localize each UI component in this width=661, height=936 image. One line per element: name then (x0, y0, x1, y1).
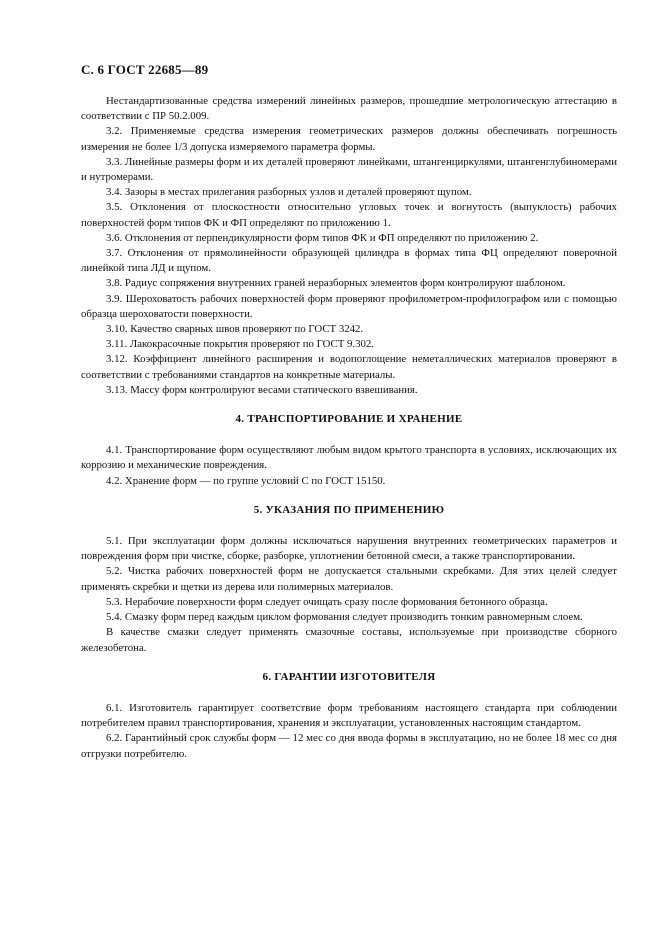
section-6 (81, 701, 617, 762)
section-3 (81, 94, 617, 398)
paragraph: 4.1. Транспортирование форм осуществляют любым видом крытого транспорта в условиях, исключающих их коррозию и механические повреждения. (81, 444, 617, 472)
section-5 (81, 534, 617, 656)
paragraph: 3.6. Отклонения от перпендикулярности форм типов ФК и ФП определяют по приложению 2. (106, 231, 539, 244)
paragraph: 3.3. Линейные размеры форм и их деталей проверяют линейками, штангенциркулями, штангенглубиномерами и нутромерами. (81, 155, 617, 184)
paragraph: 4.2. Хранение форм — по группе условий С по ГОСТ 15150. (106, 474, 386, 487)
paragraph: Нестандартизованные средства измерений линейных размеров, прошедшие метрологическую аттестацию в соответствии с ПР 50.2.009. (81, 95, 617, 123)
section-6-title: 6. ГАРАНТИИ ИЗГОТОВИТЕЛЯ (262, 670, 436, 683)
paragraph: 3.9. Шероховатость рабочих поверхностей форм проверяют профилометром-профилографом или с помощью образца шероховатости поверхности. (81, 292, 617, 320)
paragraph: 5.3. Нерабочие поверхности форм следует очищать сразу после формования бетонного образца. (106, 595, 548, 608)
paragraph: 3.10. Качество сварных швов проверяют по ГОСТ 3242. (106, 323, 364, 336)
paragraph: 3.13. Массу форм контролируют весами статического взвешивания. (106, 383, 418, 396)
page-header: С. 6 ГОСТ 22685—89 (81, 62, 209, 77)
paragraph: 3.5. Отклонения от плоскостности относительно угловых точек и вогнутость (выпуклость) рабочих поверхностей форм типов ФК и ФП определяют по приложению 1. (81, 201, 617, 229)
paragraph: 3.7. Отклонения от прямолинейности образующей цилиндра в формах типа ФЦ определяют поверочной линейкой типа ЛД и щупом. (81, 247, 617, 275)
section-4-title: 4. ТРАНСПОРТИРОВАНИЕ И ХРАНЕНИЕ (235, 413, 463, 426)
paragraph: 6.2. Гарантийный срок службы форм — 12 мес со дня ввода формы в эксплуатацию, но не более 18 мес со дня отгрузки потребителю. (81, 732, 617, 760)
section-4 (81, 443, 617, 489)
paragraph: 3.8. Радиус сопряжения внутренних граней неразборных элементов форм контролируют шаблоном. (106, 277, 566, 290)
section-5-title: 5. УКАЗАНИЯ ПО ПРИМЕНЕНИЮ (253, 503, 445, 516)
paragraph: 3.12. Коэффициент линейного расширения и водопоглощение неметаллических материалов проверяют в соответствии с требованиями стандартов на конкретные материалы. (81, 353, 617, 381)
paragraph: 3.2. Применяемые средства измерения геометрических размеров должны обеспечивать погрешность измерения не более 1/3 допуска измеряемого параметра формы. (81, 125, 617, 153)
document-body (81, 94, 617, 762)
paragraph: 5.1. При эксплуатации форм должны исключаться нарушения внутренних геометрических параметров и повреждения форм при чистке, сборке, разборке, уплотнении бетонной смеси, а также транспортировании. (81, 535, 617, 563)
paragraph: 3.11. Лакокрасочные покрытия проверяют по ГОСТ 9.302. (106, 338, 375, 351)
paragraph: В качестве смазки следует применять смазочные составы, используемые при производстве сборного железобетона. (81, 626, 617, 654)
paragraph: 5.2. Чистка рабочих поверхностей форм не допускается стальными скребками. Для этих целей следует применять скребки и щетки из дерева или полимерных материалов. (81, 565, 617, 593)
paragraph: 3.4. Зазоры в местах прилегания разборных узлов и деталей проверяют щупом. (106, 186, 472, 199)
paragraph: 5.4. Смазку форм перед каждым циклом формования следует производить тонким равномерным слоем. (106, 611, 583, 624)
paragraph: 6.1. Изготовитель гарантирует соответствие форм требованиям настоящего стандарта при соблюдении потребителем правил транспортирования, хранения и эксплуатации, установленных настоящим стандартом. (81, 701, 617, 730)
